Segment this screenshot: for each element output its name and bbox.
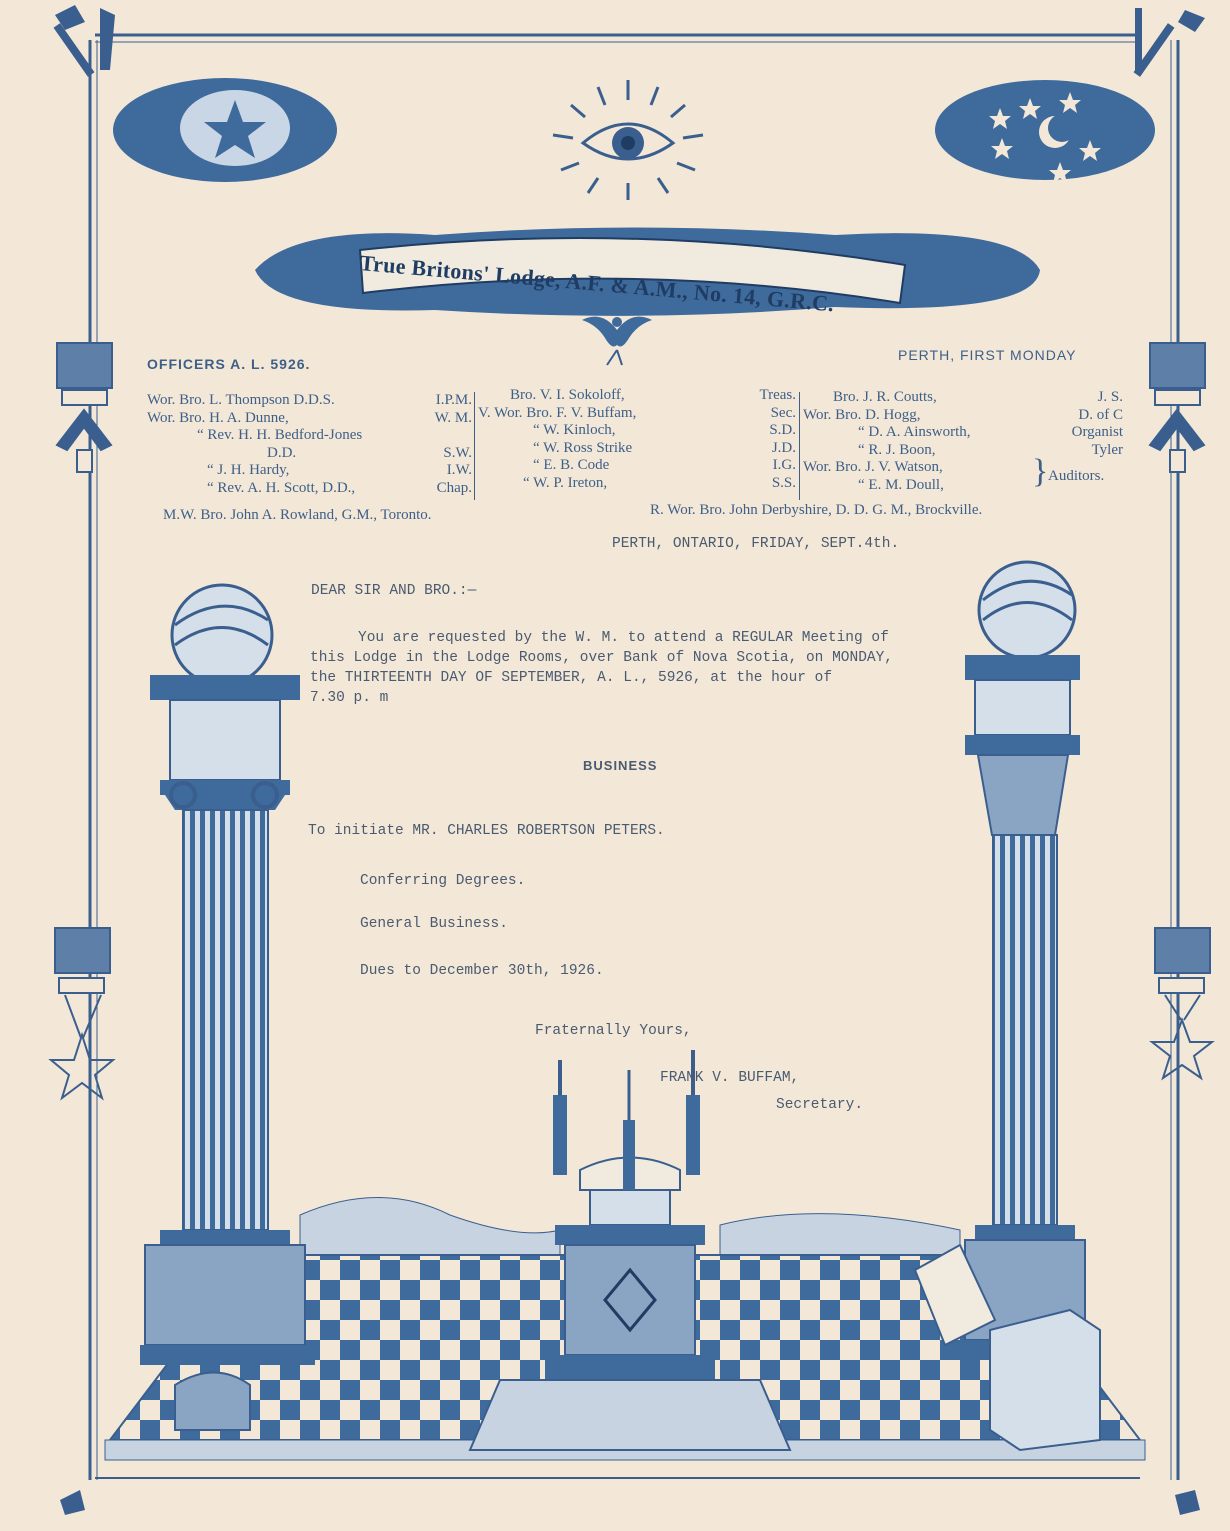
- officer-name: “ W. Kinloch,: [533, 422, 616, 438]
- officer-title: D. of C: [1078, 406, 1123, 423]
- officer-name: “ W. Ross Strike: [533, 439, 633, 456]
- officer-title: I.W.: [446, 462, 472, 478]
- officer-name: Wor. Bro. L. Thompson D.D.S.: [147, 392, 335, 408]
- closing: Fraternally Yours,: [535, 1023, 692, 1039]
- officer-title: S.D.: [769, 422, 796, 438]
- officer-title: Organist: [1071, 424, 1123, 440]
- signatory: FRANK V. BUFFAM,: [660, 1070, 800, 1086]
- officer-name: “ Rev. A. H. Scott, D.D.,: [207, 479, 356, 496]
- meeting-note: PERTH, FIRST MONDAY: [898, 347, 1077, 363]
- officer-name: Bro. J. R. Coutts,: [833, 389, 937, 405]
- officer-title: S.W.: [443, 444, 472, 461]
- officer-name: “ E. B. Code: [533, 457, 610, 473]
- auditors-label: Auditors.: [1048, 468, 1105, 484]
- officer-name: Wor. Bro. H. A. Dunne,: [147, 409, 289, 426]
- officer-title: Tyler: [1091, 441, 1123, 458]
- officer-name: “ D. A. Ainsworth,: [858, 424, 971, 440]
- officer-name: “ W. P. Ireton,: [523, 474, 608, 491]
- business-item: Dues to December 30th, 1926.: [360, 963, 604, 979]
- officer-title: J.D.: [771, 439, 796, 456]
- officer-name: Bro. V. I. Sokoloff,: [510, 387, 625, 403]
- letter-body: [310, 628, 893, 708]
- business-heading: BUSINESS: [583, 758, 658, 773]
- body-line: You are requested by the W. M. to attend a REGULAR Meeting of: [358, 630, 889, 646]
- officer-title: I.G.: [772, 457, 796, 473]
- dateline: PERTH, ONTARIO, FRIDAY, SEPT.4th.: [612, 536, 900, 552]
- body-line: 7.30 p. m: [310, 690, 389, 706]
- officers-heading: OFFICERS A. L. 5926.: [147, 356, 311, 372]
- officer-name: Wor. Bro. D. Hogg,: [803, 406, 921, 423]
- salutation: DEAR SIR AND BRO.:—: [311, 583, 477, 599]
- officer-title: W. M.: [434, 409, 472, 426]
- auditors-brace-icon: }: [1032, 453, 1049, 490]
- body-line: the THIRTEENTH DAY OF SEPTEMBER, A. L., 5926, at the hour of: [310, 670, 833, 686]
- officer-title: Treas.: [759, 387, 796, 403]
- business-item: Conferring Degrees.: [360, 873, 526, 889]
- officer-name: “ E. M. Doull,: [858, 476, 944, 493]
- officer-name: “ J. H. Hardy,: [207, 462, 290, 478]
- grand-master-line: M.W. Bro. John A. Rowland, G.M., Toronto.: [163, 507, 432, 523]
- signatory-title: Secretary.: [776, 1097, 864, 1113]
- officer-name: Wor. Bro. J. V. Watson,: [803, 459, 943, 475]
- officer-title: Sec.: [770, 404, 796, 421]
- district-deputy-line: R. Wor. Bro. John Derbyshire, D. D. G. M., Brockville.: [650, 502, 983, 518]
- lodge-name-banner: True Britons' Lodge, A.F. & A.M., No. 14, G.R.C.: [358, 250, 836, 317]
- officer-name: V. Wor. Bro. F. V. Buffam,: [478, 404, 637, 421]
- officer-name: “ Rev. H. H. Bedford-Jones: [197, 427, 363, 443]
- business-item: General Business.: [360, 916, 508, 932]
- business-item: To initiate MR. CHARLES ROBERTSON PETERS.: [308, 823, 665, 839]
- body-line: this Lodge in the Lodge Rooms, over Bank of Nova Scotia, on MONDAY,: [310, 650, 893, 666]
- officer-title: I.P.M.: [435, 392, 472, 408]
- officer-name: “ R. J. Boon,: [858, 441, 936, 458]
- officer-title: Chap.: [436, 479, 472, 496]
- officer-title: J. S.: [1097, 389, 1123, 405]
- officer-title: S.S.: [771, 474, 796, 491]
- officer-name: D.D.: [267, 444, 297, 461]
